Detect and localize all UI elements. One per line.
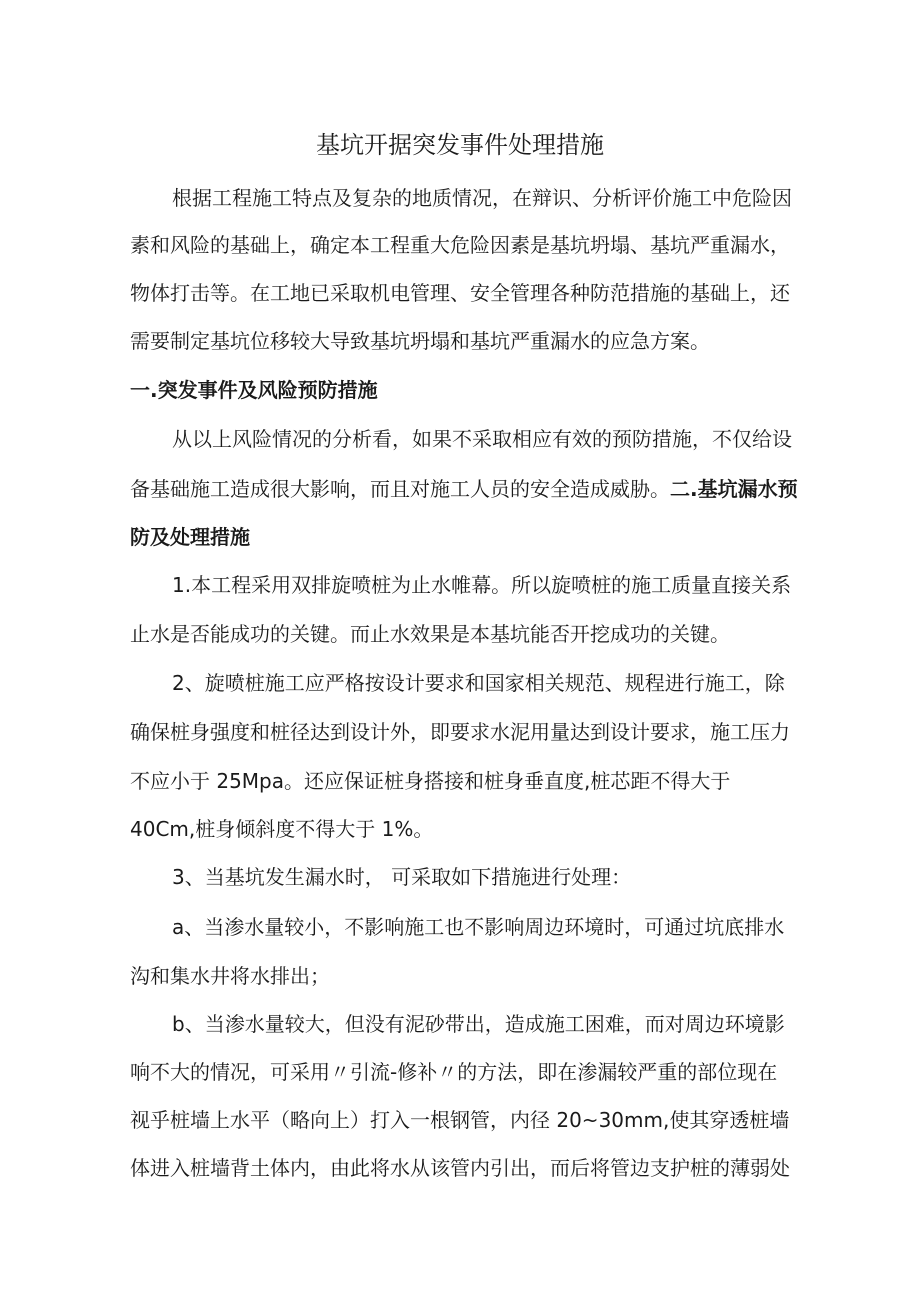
item3-line: 3、当基坑发生漏水时， 可采取如下措施进行处理： bbox=[172, 865, 632, 889]
section1-heading: 一.突发事件及风险预防措施 bbox=[130, 378, 378, 402]
intro-line: 物体打击等。在工地已采取机电管理、安全管理各种防范措施的基础上，还 bbox=[130, 281, 790, 305]
section2-heading-part2: 防及处理措施 bbox=[130, 525, 250, 549]
section1-body-text: 备基础施工造成很大影响，而且对施工人员的安全造成威胁。 bbox=[130, 477, 670, 501]
item2-line: 确保桩身强度和桩径达到设计外，即要求水泥用量达到设计要求，施工压力 bbox=[130, 720, 790, 744]
document-title: 基坑开据突发事件处理措施 bbox=[316, 131, 604, 159]
section1-body-line bbox=[130, 474, 798, 504]
intro-line: 需要制定基坑位移较大导致基坑坍塌和基坑严重漏水的应急方案。 bbox=[130, 329, 710, 353]
item1-line: 1.本工程采用双排旋喷桩为止水帷幕。所以旋喷桩的施工质量直接关系 bbox=[172, 573, 792, 597]
item2-line: 不应小于 25Mpa。还应保证桩身搭接和桩身垂直度,桩芯距不得大于 bbox=[130, 769, 731, 793]
item1-line: 止水是否能成功的关键。而止水效果是本基坑能否开挖成功的关键。 bbox=[130, 622, 730, 646]
item2-line: 40Cm,桩身倾斜度不得大于 1%。 bbox=[130, 817, 434, 841]
intro-line: 根据工程施工特点及复杂的地质情况，在辩识、分析评价施工中危险因 bbox=[172, 186, 792, 210]
item-a-line: a、当渗水量较小，不影响施工也不影响周边环境时，可通过坑底排水 bbox=[172, 915, 785, 939]
item-b-line: b、当渗水量较大，但没有泥砂带出，造成施工困难，而对周边环境影 bbox=[172, 1012, 785, 1036]
section1-body-line: 从以上风险情况的分析看，如果不采取相应有效的预防措施，不仅给设 bbox=[172, 427, 792, 451]
item-b-line: 响不大的情况，可采用〃引流-修补〃的方法，即在渗漏较严重的部位现在 bbox=[130, 1060, 778, 1084]
item-b-line: 体进入桩墙背土体内，由此将水从该管内引出，而后将管边支护桩的薄弱处 bbox=[130, 1156, 790, 1180]
intro-line: 素和风险的基础上，确定本工程重大危险因素是基坑坍塌、基坑严重漏水， bbox=[130, 233, 790, 257]
section2-heading-part1: 二.基坑漏水预 bbox=[670, 477, 798, 501]
item2-line: 2、旋喷桩施工应严格按设计要求和国家相关规范、规程进行施工，除 bbox=[172, 671, 785, 695]
item-b-line: 视乎桩墙上水平（略向上）打入一根钢管，内径 20~30mm,使其穿透桩墙 bbox=[130, 1108, 790, 1132]
item-a-line: 沟和集水井将水排出； bbox=[130, 964, 330, 988]
